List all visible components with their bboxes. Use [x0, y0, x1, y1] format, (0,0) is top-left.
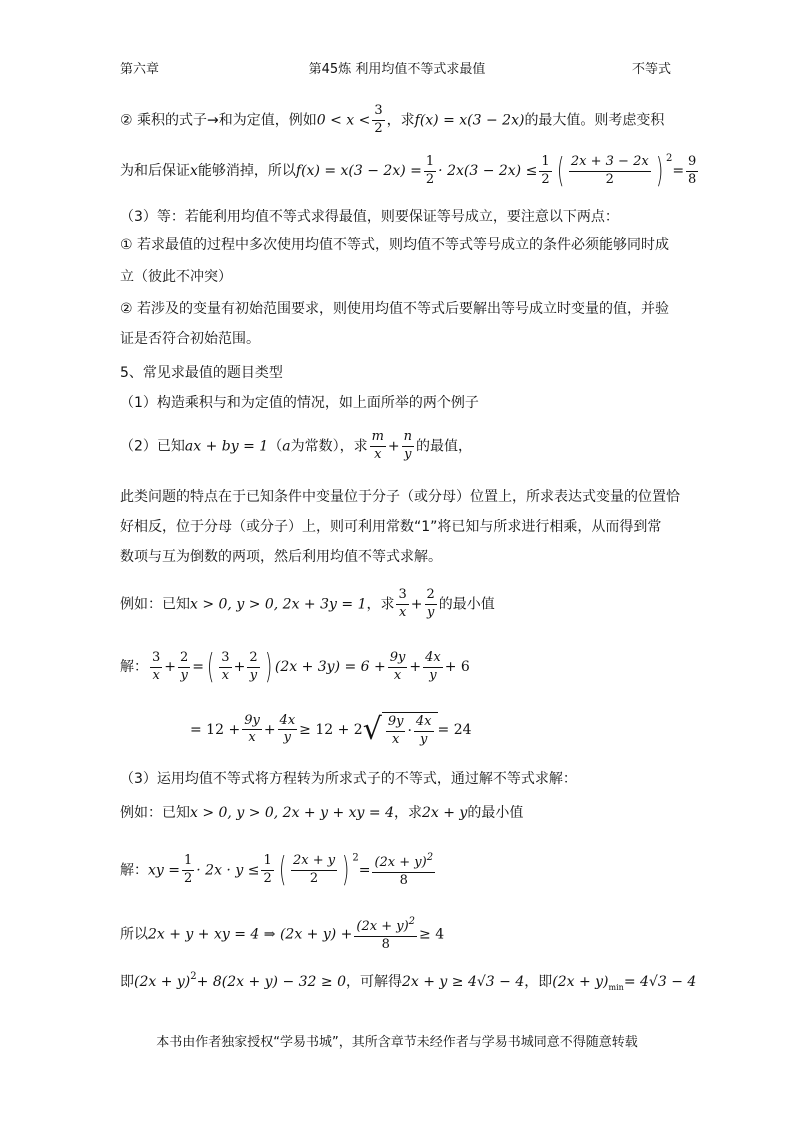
paragraph-explanation-3: 数项与互为倒数的两项，然后利用均值不等式求解。 — [120, 549, 442, 565]
text: ，求 — [386, 112, 415, 129]
paragraph-equality-condition: （3）等：若能利用均值不等式求得最值，则要保证等号成立，要注意以下两点： — [120, 209, 619, 225]
fraction: $\frac{3}{2}$ — [374, 103, 383, 136]
paragraph-type-3: （3）运用均值不等式将方程转为所求式子的不等式，通过解不等式求解： — [120, 771, 577, 787]
header-chapter: 第六章 — [120, 62, 160, 77]
paragraph-derivation: 为和后保证x能够消掉，所以f(x) = x(3 − 2x) = $\frac{1}{2}$ · 2x(3 − 2x) ≤ $\frac{1}{2}$ ( $\frac{2x + 3 - 2x}{2}$ ) $^2$= $\frac{9}{8}$ — [120, 151, 697, 191]
example-2-solution-line-2: 所以2x + y + xy = 4 ⇒ (2x + y) + $\frac{(2x + y)^2}{8}$ ≥ 4 — [120, 916, 445, 952]
paragraph-rule-1: ① 若求最值的过程中多次使用均值不等式，则均值不等式等号成立的条件必须能够同时成 — [120, 237, 669, 253]
paragraph-explanation-2: 好相反，位于分母（或分子）上，则可利用常数“1”将已知与所求进行相乘，从而得到常 — [120, 519, 662, 535]
header-section: 第45炼 利用均值不等式求最值 — [308, 62, 486, 77]
text: 的最大值。则考虑变积 — [524, 112, 665, 129]
math-expression: f(x) = x(3 − 2x) = — [295, 163, 422, 179]
section-heading-5: 5、常见求最值的题目类型 — [120, 365, 283, 381]
square-root: √ $\frac{9y}{x}$ · $\frac{4x}{y}$ — [363, 712, 438, 748]
example-1-solution-line-1: 解： $\frac{3}{x}$ + $\frac{2}{y}$ =( $\frac{3}{x}$ + $\frac{2}{y}$ ) (2x + 3y) = 6 + $\frac{9y}{x}$ + $\frac{4x}{y}$ + 6 — [120, 647, 470, 687]
paragraph-type-1: （1）构造乘积与和为定值的情况，如上面所举的两个例子 — [120, 395, 479, 411]
math-condition: 0 < x < — [316, 112, 371, 129]
example-2-statement: 例如：已知x > 0, y > 0, 2x + y + xy = 4，求2x + y的最小值 — [120, 805, 524, 821]
example-2-solution-line-3: 即$(2x + y)^2+ 8(2x + y) - 32 \ge 0$，可解得2x + y ≥ 4√3 − 4，即$(2x + y)_{min}= 4√3 - 4$ — [120, 971, 697, 992]
header-topic: 不等式 — [631, 62, 671, 77]
example-1-solution-line-2: = 12 + $\frac{9y}{x}$ + $\frac{4x}{y}$ ≥ 12 + 2 √ $\frac{9y}{x}$ · $\frac{4x}{y}$ = 24 — [190, 711, 472, 747]
footer-copyright: 本书由作者独家授权“学易书城”，其所含章节未经作者与学易书城同意不得随意转载 — [156, 1035, 638, 1050]
paragraph-rule-2-cont: 证是否符合初始范围。 — [120, 331, 260, 347]
text: ② 乘积的式子→和为定值，例如 — [120, 112, 317, 129]
paragraph-rule-2: ② 若涉及的变量有初始范围要求，则使用均值不等式后要解出等号成立时变量的值，并验 — [120, 301, 669, 317]
example-1-statement: 例如：已知x > 0, y > 0, 2x + 3y = 1，求 $\frac{3}{x}$ + $\frac{2}{y}$ 的最小值 — [120, 587, 495, 620]
paragraph-explanation-1: 此类问题的特点在于已知条件中变量位于分子（或分母）位置上，所求表达式变量的位置恰 — [120, 489, 680, 505]
paragraph-rule-1-cont: 立（彼此不冲突） — [120, 269, 232, 285]
paragraph-product-to-sum — [120, 104, 664, 137]
example-2-solution-line-1: 解：xy = $\frac{1}{2}$ · 2x · y ≤ $\frac{1}{2}$ ( $\frac{2x + y}{2}$ ) $^2$= $\frac{(2x + y)^2}{8}$ — [120, 850, 434, 891]
paragraph-type-2: （2）已知ax + by = 1（a为常数），求 $\frac{m}{x}$ + $\frac{n}{y}$ 的最值， — [120, 429, 473, 462]
math-function: f(x) = x(3 − 2x) — [414, 112, 525, 129]
